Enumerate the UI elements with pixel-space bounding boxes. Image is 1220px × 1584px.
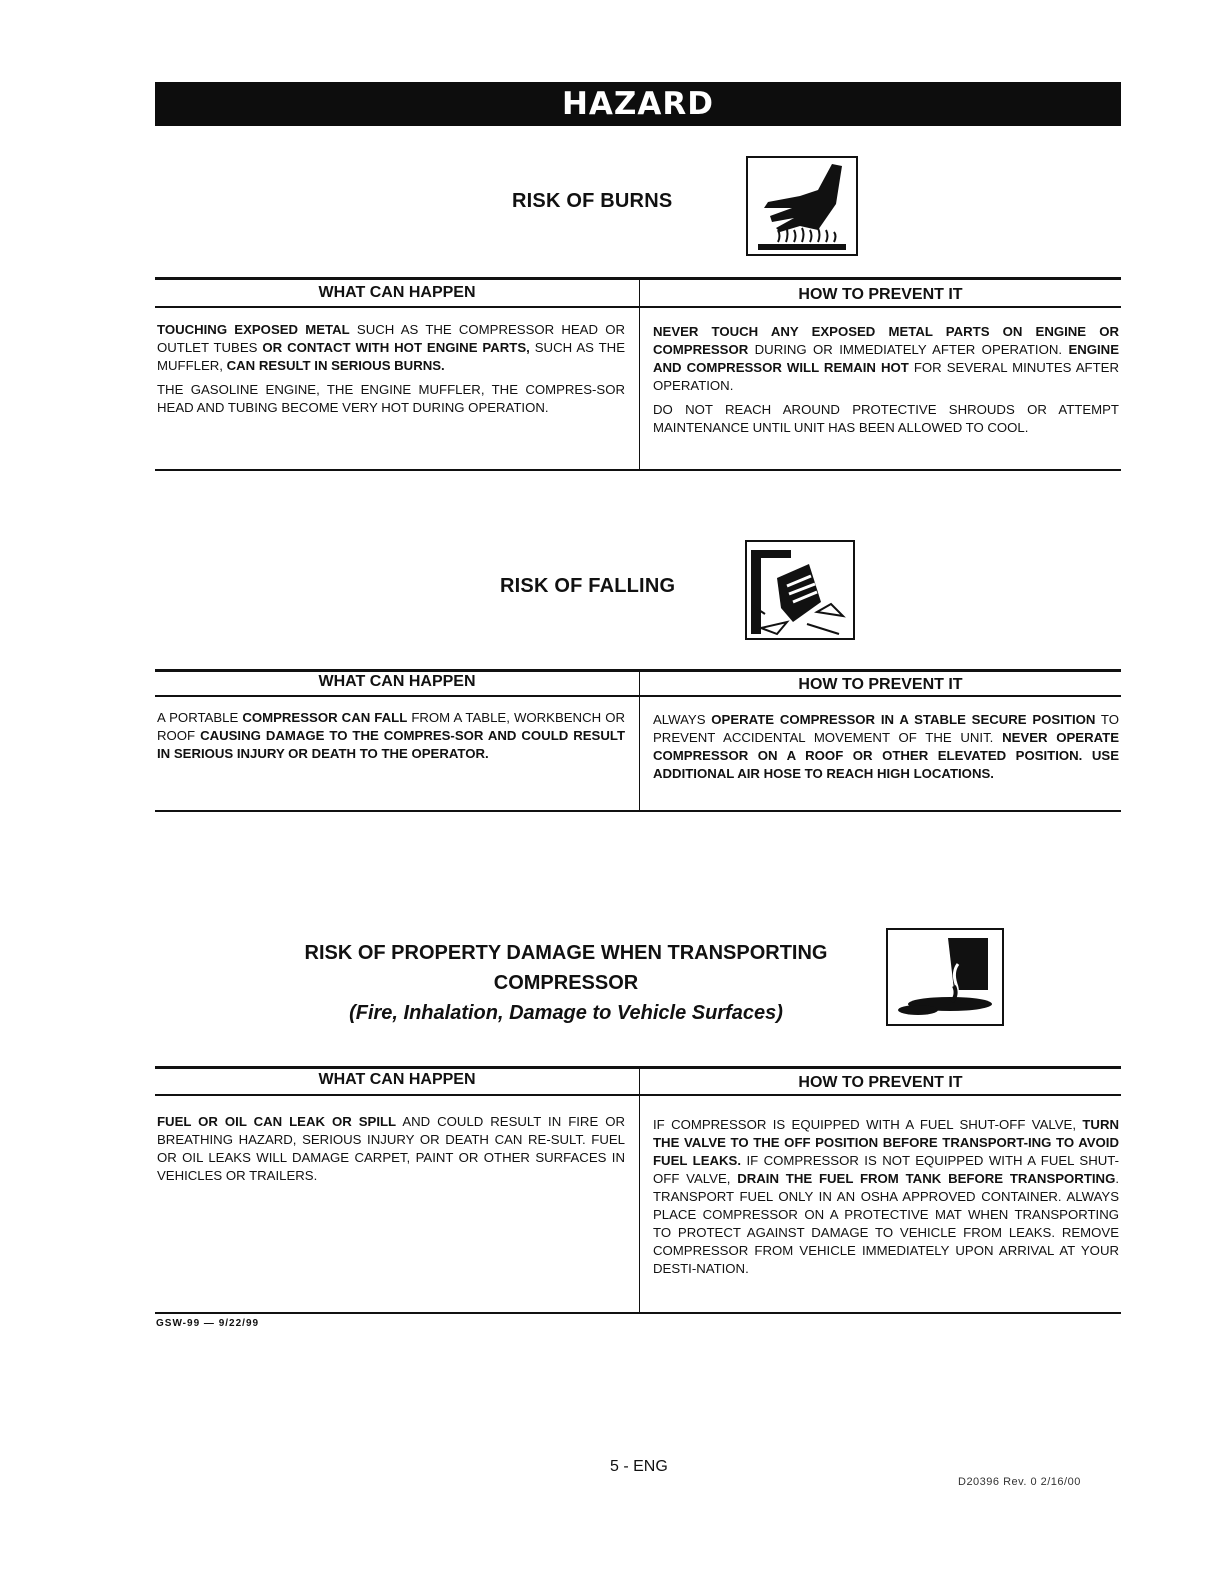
burns-how-text (653, 323, 1119, 443)
property-what-text (157, 1113, 625, 1191)
document-revision: D20396 Rev. 0 2/16/00 (958, 1476, 1081, 1488)
falling-what-text (157, 709, 625, 769)
hazard-banner (155, 82, 1121, 126)
what-can-happen-header: WHAT CAN HAPPEN (318, 1071, 476, 1088)
paragraph: ALWAYS OPERATE COMPRESSOR IN A STABLE SECURE POSITION TO PREVENT ACCIDENTAL MOVEMENT OF THE UNIT. NEVER OPERATE COMPRESSOR ON A ROOF OR OTHER ELEVATED POSITION. USE ADDITIONAL AIR HOSE TO REACH HIGH LOCATIONS. (653, 712, 1119, 781)
risk-of-burns-title: RISK OF BURNS (512, 190, 673, 212)
paragraph: THE GASOLINE ENGINE, THE ENGINE MUFFLER, THE COMPRES-SOR HEAD AND TUBING BECOME VERY HOT DURING OPERATION. (157, 382, 625, 415)
paragraph: A PORTABLE COMPRESSOR CAN FALL FROM A TABLE, WORKBENCH OR ROOF CAUSING DAMAGE TO THE COMPRES-SOR AND COULD RESULT IN SERIOUS INJURY OR DEATH TO THE OPERATOR. (157, 710, 626, 761)
falling-object-icon (745, 540, 855, 640)
risk-of-property-damage-title (216, 938, 916, 1028)
paragraph: TOUCHING EXPOSED METAL SUCH AS THE COMPRESSOR HEAD OR OUTLET TUBES OR CONTACT WITH HOT ENGINE PARTS, SUCH AS THE MUFFLER, CAN RESULT IN SERIOUS BURNS. (157, 322, 625, 373)
hand-on-hot-surface-icon (746, 156, 858, 256)
property-title-line1: RISK OF PROPERTY DAMAGE WHEN TRANSPORTING (304, 942, 828, 964)
hazard-banner-title: HAZARD (561, 86, 714, 122)
falling-table (155, 669, 1121, 813)
falling-how-text (653, 711, 1119, 789)
how-to-prevent-header: HOW TO PREVENT IT (798, 1074, 963, 1091)
paragraph: DO NOT REACH AROUND PROTECTIVE SHROUDS OR ATTEMPT MAINTENANCE UNTIL UNIT HAS BEEN ALLOWED TO COOL. (653, 402, 1119, 435)
burns-what-text (157, 321, 625, 423)
burns-table (155, 277, 1121, 471)
form-code: GSW-99 — 9/22/99 (156, 1318, 260, 1329)
page-number: 5 - ENG (610, 1458, 668, 1475)
what-can-happen-header: WHAT CAN HAPPEN (318, 673, 476, 690)
property-table (155, 1066, 1121, 1314)
risk-of-falling-title: RISK OF FALLING (500, 575, 676, 597)
how-to-prevent-header: HOW TO PREVENT IT (798, 286, 963, 303)
property-subtitle: (Fire, Inhalation, Damage to Vehicle Surfaces) (349, 1002, 783, 1024)
how-to-prevent-header: HOW TO PREVENT IT (798, 676, 963, 693)
what-can-happen-header: WHAT CAN HAPPEN (318, 284, 476, 301)
property-title-line2: COMPRESSOR (493, 972, 639, 994)
fuel-spill-icon (886, 928, 1004, 1026)
paragraph: FUEL OR OIL CAN LEAK OR SPILL AND COULD RESULT IN FIRE OR BREATHING HAZARD, SERIOUS INJURY OR DEATH CAN RE-SULT. FUEL OR OIL LEAKS WILL DAMAGE CARPET, PAINT OR OTHER SURFACES IN VEHICLES OR TRAILERS. (157, 1114, 625, 1183)
property-how-text (653, 1116, 1119, 1284)
paragraph: IF COMPRESSOR IS EQUIPPED WITH A FUEL SHUT-OFF VALVE, TURN THE VALVE TO THE OFF POSITION BEFORE TRANSPORT-ING TO AVOID FUEL LEAKS. IF COMPRESSOR IS NOT EQUIPPED WITH A FUEL SHUT-OFF VALVE, DRAIN THE FUEL FROM TANK BEFORE TRANSPORTING. TRANSPORT FUEL ONLY IN AN OSHA APPROVED CONTAINER. ALWAYS PLACE COMPRESSOR ON A PROTECTIVE MAT WHEN TRANSPORTING TO PROTECT AGAINST DAMAGE TO VEHICLE FROM LEAKS. REMOVE COMPRESSOR FROM VEHICLE IMMEDIATELY UPON ARRIVAL AT YOUR DESTI-NATION. (653, 1117, 1119, 1276)
paragraph: NEVER TOUCH ANY EXPOSED METAL PARTS ON ENGINE OR COMPRESSOR DURING OR IMMEDIATELY AFTER OPERATION. ENGINE AND COMPRESSOR WILL REMAIN HOT FOR SEVERAL MINUTES AFTER OPERATION. (653, 324, 1119, 393)
